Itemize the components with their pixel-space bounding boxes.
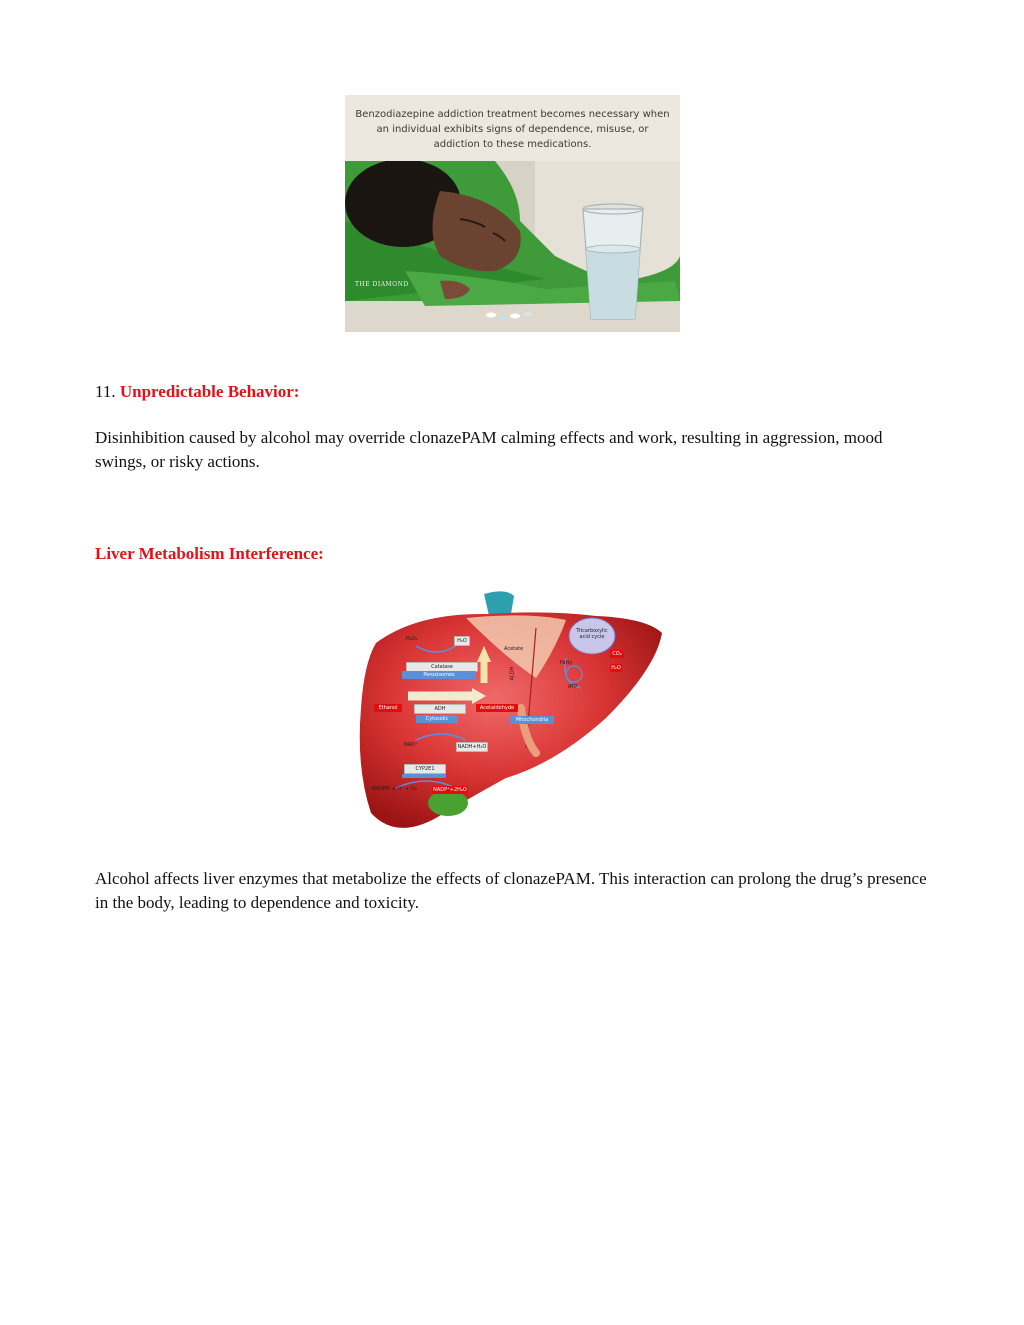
section-11-heading — [95, 381, 299, 403]
fatty-label: Fatty — [560, 660, 573, 666]
section-11-title: Unpredictable Behavior: — [119, 382, 300, 401]
section-11-number: 11. — [95, 382, 116, 401]
section-11-body: Disinhibition caused by alcohol may override clonazePAM calming effects and work, resulting in aggression, mood swings, or risky actions. — [95, 428, 883, 471]
liver-section-body: Alcohol affects liver enzymes that metabolize the effects of clonazePAM. This interaction can prolong the drug’s presence in the body, leading to dependence and toxicity. — [95, 869, 927, 912]
microsomal-bar — [402, 774, 446, 778]
h2o-right-box: H₂O — [611, 665, 621, 671]
acetate-label: Acetate — [504, 646, 524, 652]
catalase-box: Catalase — [406, 662, 478, 672]
cytosolic-box: Cytosolic — [416, 715, 458, 723]
h2o2-label: H₂O₂ — [406, 636, 418, 642]
photo-scene — [345, 161, 680, 332]
liver-section-title: Liver Metabolism Interference: — [95, 544, 324, 563]
nadph-label: NADPH + H⁺ + O₂ — [372, 786, 417, 792]
co2-box: CO₂ — [610, 650, 624, 658]
liver-metabolism-diagram — [356, 588, 667, 840]
nadh-label: NADH+H₂O — [457, 744, 487, 750]
adh-box: ADH — [414, 704, 466, 714]
brand-logo: THE DIAMOND — [355, 281, 409, 288]
photo-caption: Benzodiazepine addiction treatment becomes necessary when an individual exhibits signs of dependence, misuse, or addiction to these medications. — [345, 95, 680, 161]
ethanol-box: Ethanol — [374, 704, 402, 712]
mito-box: Mitochondria — [510, 716, 554, 724]
peroxisomes-box: Peroxisomes — [402, 671, 476, 679]
acetaldehyde-box: Acetaldehyde — [476, 704, 518, 712]
liver-illustration — [356, 588, 667, 840]
aldh-label: ALDH — [509, 666, 516, 681]
tca-label: Tricarboxylic acid cycle — [576, 628, 608, 640]
atp-label: ATP — [568, 684, 578, 690]
nadp-label: NADP⁺+2H₂O — [433, 787, 467, 793]
cyp2e1-box: CYP2E1 — [404, 764, 446, 774]
nad-label: NAD⁺ — [404, 742, 418, 748]
benzodiazepine-photo — [345, 95, 680, 332]
h2o-label: H₂O — [454, 636, 470, 646]
